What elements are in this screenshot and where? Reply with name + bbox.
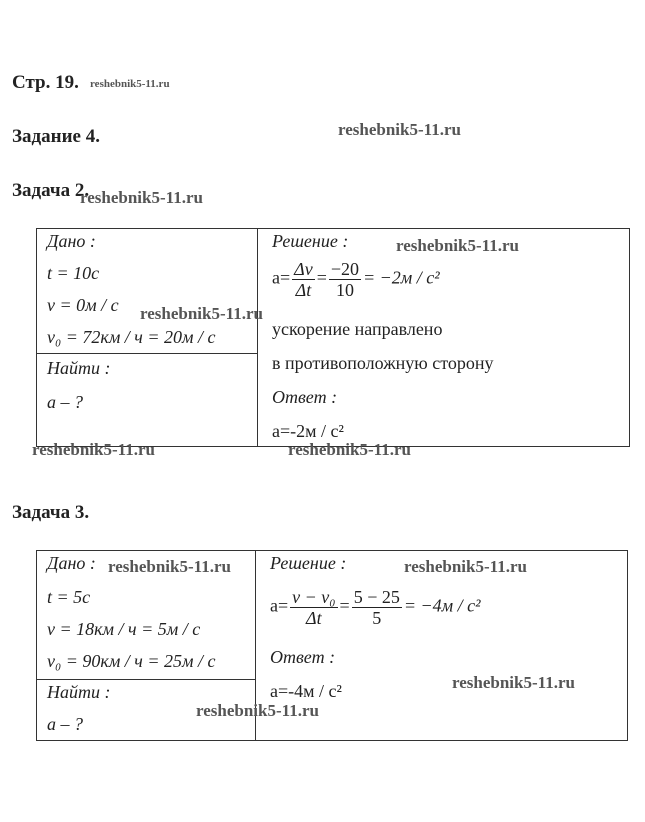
fraction-numerator: −20 xyxy=(330,259,360,279)
watermark: reshebnik5-11.ru xyxy=(288,440,411,459)
problem2-find-cell xyxy=(37,354,258,447)
answer-title: Ответ : xyxy=(272,387,338,407)
fraction-denominator: Δt xyxy=(295,280,312,300)
fraction xyxy=(329,259,361,300)
formula-prefix: a= xyxy=(272,267,291,288)
problem3-title: Задача 3. xyxy=(12,502,90,523)
solution-text: ускорение направлено xyxy=(272,319,443,339)
watermark: reshebnik5-11.ru xyxy=(196,701,319,720)
given-line: v = 0м / c xyxy=(47,295,119,315)
problem2-table xyxy=(36,228,630,447)
solution-text: в противоположную сторону xyxy=(272,353,494,373)
find-title: Найти : xyxy=(47,682,111,702)
find-value: a – ? xyxy=(47,392,83,412)
given-line: v = 18км / ч = 5м / c xyxy=(47,619,201,639)
answer: a=-2м / c² xyxy=(272,421,344,441)
task-header: Задание 4. xyxy=(12,126,100,147)
watermark: reshebnik5-11.ru xyxy=(338,120,461,139)
fraction-denominator: 5 xyxy=(372,608,382,628)
fraction-denominator: Δt xyxy=(306,608,322,628)
problem2-solution-cell xyxy=(258,229,630,447)
given-line: t = 5c xyxy=(47,587,91,607)
watermark: reshebnik5-11.ru xyxy=(140,304,263,323)
problem2-given-cell xyxy=(37,229,258,354)
formula-prefix: a= xyxy=(270,595,289,616)
answer: a=-4м / c² xyxy=(270,681,342,701)
find-title: Найти : xyxy=(47,358,111,378)
watermark: reshebnik5-11.ru xyxy=(108,557,231,576)
watermark: reshebnik5-11.ru xyxy=(90,78,170,90)
fraction xyxy=(292,259,315,300)
problem3-table xyxy=(36,550,628,741)
given-title: Дано : xyxy=(47,231,96,251)
fraction-denominator: 10 xyxy=(335,280,354,300)
answer-title: Ответ : xyxy=(270,647,336,667)
formula: a= $\frac{\Delta v}{\Delta t}$ = $\frac{-20}{10}$ = −2м / c² xyxy=(272,259,440,300)
watermark: reshebnik5-11.ru xyxy=(452,673,575,692)
fraction xyxy=(290,587,337,628)
given-line: t = 10c xyxy=(47,263,100,283)
fraction-numerator: v − v₀ xyxy=(292,587,336,607)
watermark: reshebnik5-11.ru xyxy=(32,440,155,459)
watermark: reshebnik5-11.ru xyxy=(404,557,527,576)
problem2-title: Задача 2. xyxy=(12,180,90,201)
fraction-numerator: 5 − 25 xyxy=(353,587,400,607)
watermark: reshebnik5-11.ru xyxy=(396,236,519,255)
watermark: reshebnik5-11.ru xyxy=(80,188,203,207)
given-line: v₀ = 72км / ч = 20м / c xyxy=(47,327,216,347)
find-value: a – ? xyxy=(47,714,83,734)
fraction xyxy=(352,587,402,628)
formula-result: = −4м / c² xyxy=(403,595,481,616)
page-label: Стр. 19. xyxy=(12,72,79,93)
formula: a= $\frac{\text{v − v₀}}{\Delta t}$ = $\frac{5 - 25}{5}$ = −4м / c² xyxy=(270,587,481,628)
given-title: Дано : xyxy=(47,553,96,573)
fraction-numerator: Δv xyxy=(294,259,313,279)
solution-title: Решение : xyxy=(270,553,347,573)
solution-title: Решение : xyxy=(272,231,349,251)
given-line: v₀ = 90км / ч = 25м / c xyxy=(47,651,216,671)
formula-result: = −2м / c² xyxy=(363,267,440,288)
